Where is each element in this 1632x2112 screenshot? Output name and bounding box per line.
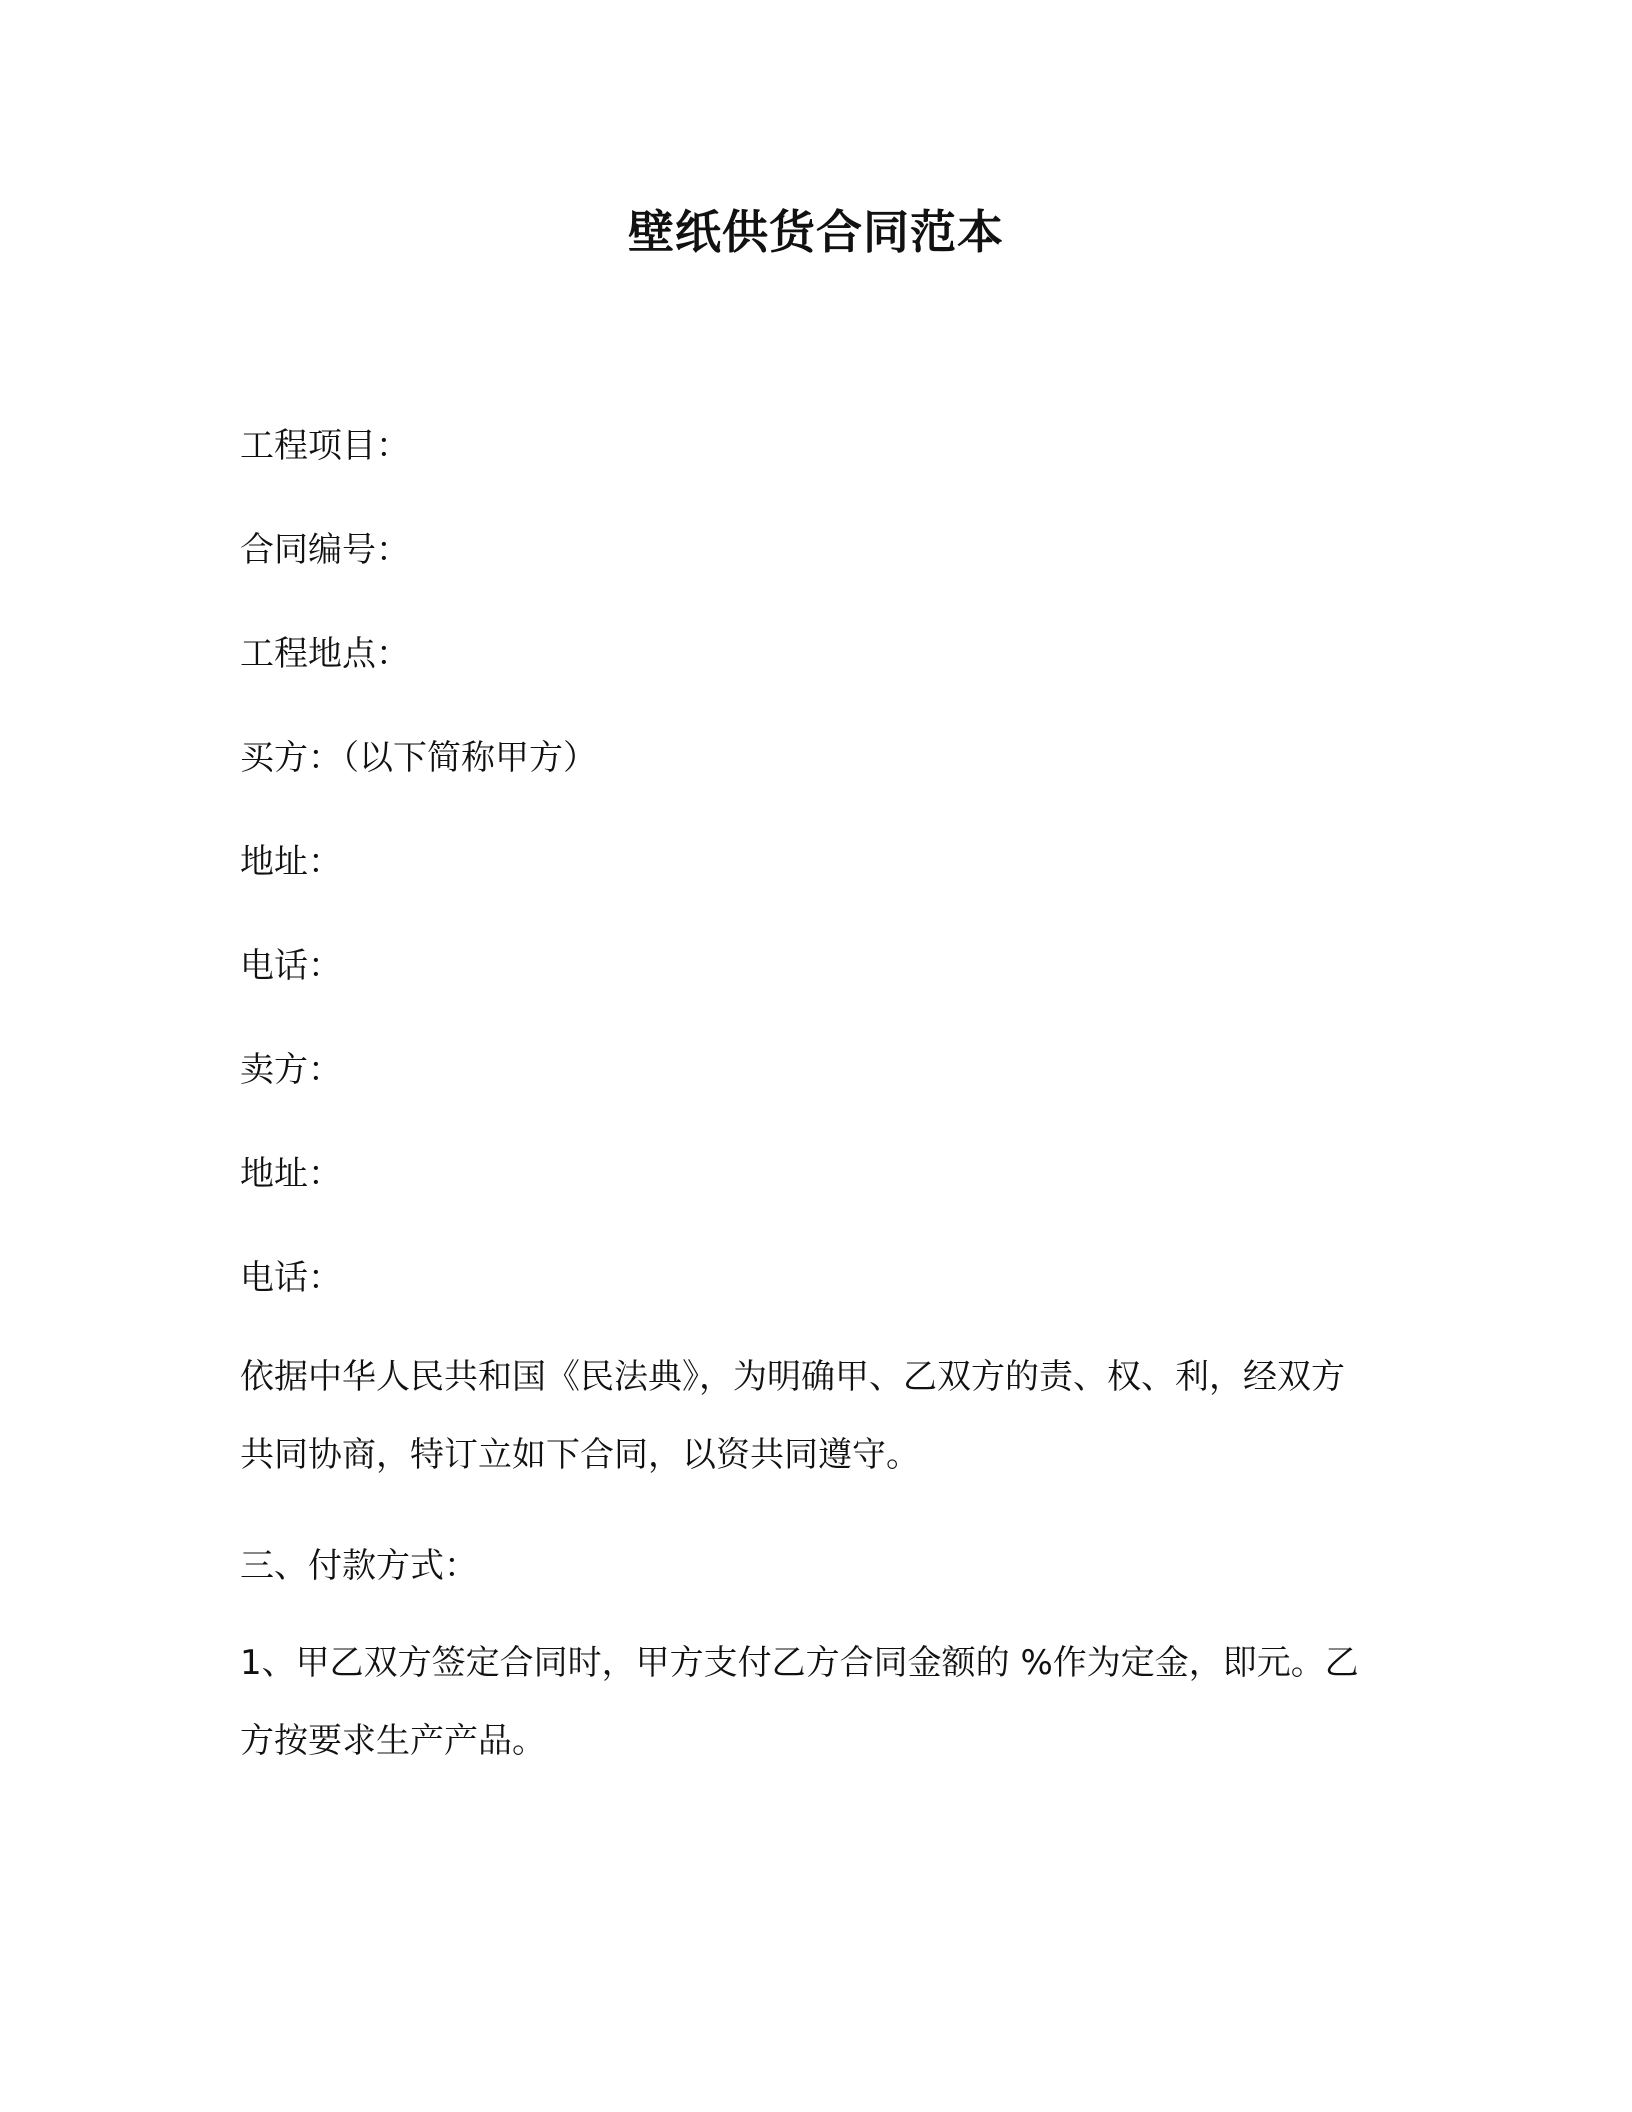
section-heading-payment: 三、付款方式： [240,1546,478,1586]
field-project-location: 工程地点： [240,634,410,674]
field-buyer-phone: 电话： [240,946,342,986]
field-seller: 卖方： [240,1050,342,1090]
clause-1: 1、甲乙双方签定合同时，甲方支付乙方合同金额的 %作为定金，即元。乙方按要求生产产品。 [240,1643,1359,1761]
field-contract-number: 合同编号： [240,530,410,570]
document-title: 壁纸供货合同范本 [628,205,1004,259]
field-buyer: 买方：（以下简称甲方） [240,738,597,778]
field-seller-address: 地址： [240,1154,342,1194]
field-project: 工程项目： [240,426,410,466]
field-seller-phone: 电话： [240,1258,342,1298]
intro-paragraph: 依据中华人民共和国《民法典》，为明确甲、乙双方的责、权、利，经双方共同协商，特订立如下合同，以资共同遵守。 [240,1357,1345,1475]
field-buyer-address: 地址： [240,842,342,882]
